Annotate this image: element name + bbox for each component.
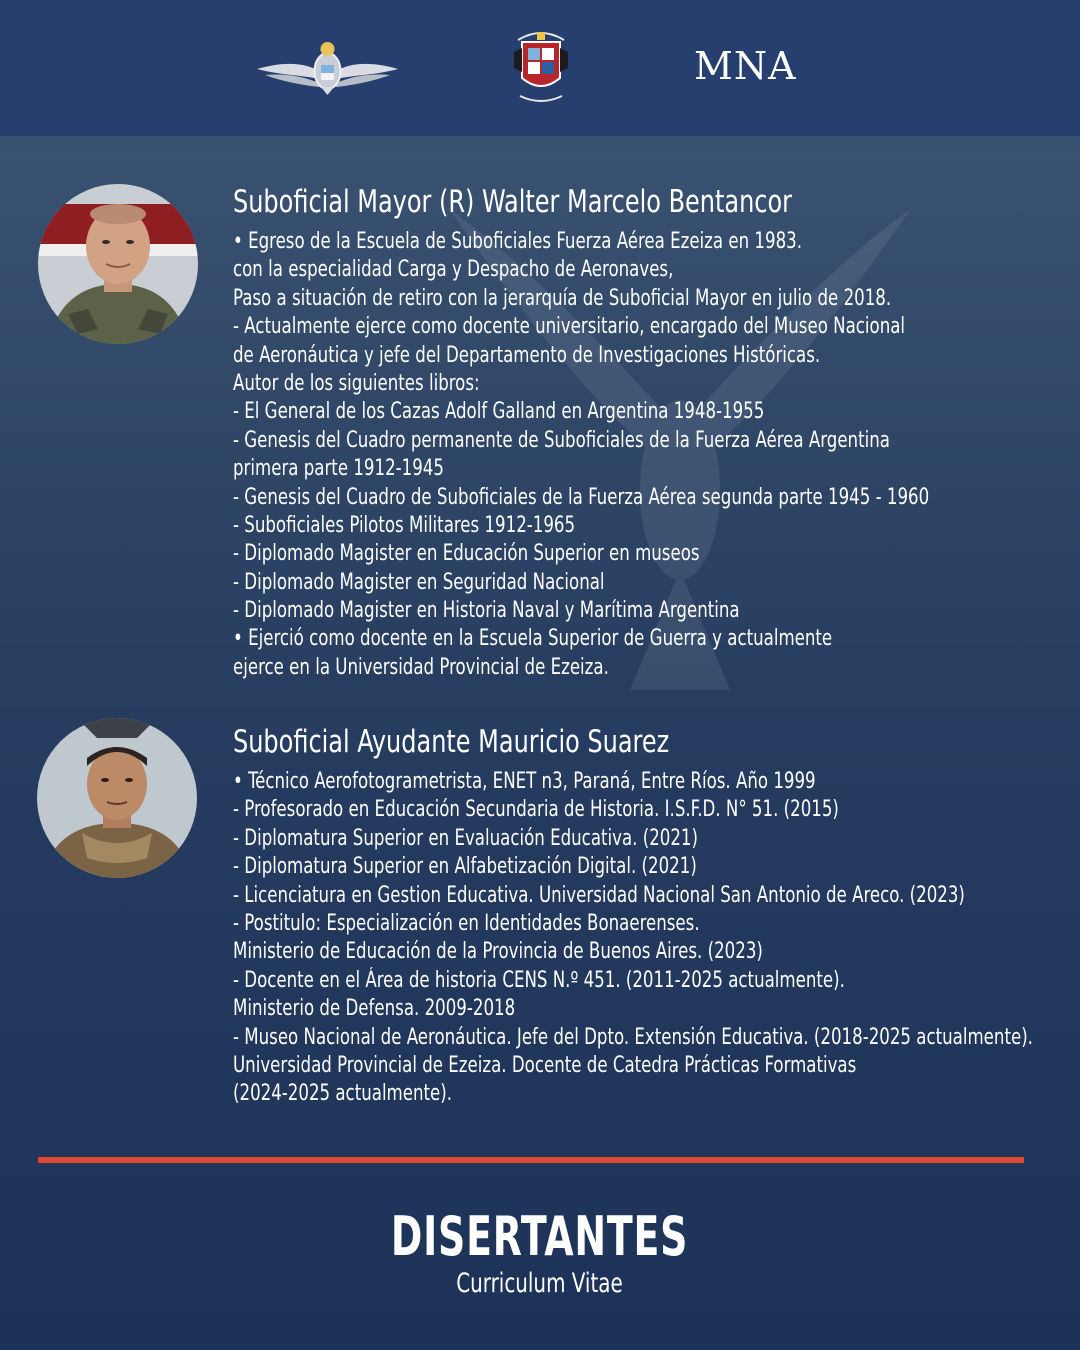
bio-line: Paso a situación de retiro con la jerarquía de Suboficial Mayor en julio de 2018. (233, 285, 892, 311)
bio-lines (233, 228, 1033, 682)
header-bar (0, 0, 1080, 136)
bio-line: de Aeronáutica y jefe del Departamento de Investigaciones Históricas. (233, 342, 821, 368)
bio-line: - Docente en el Área de historia CENS N.º 451. (2011-2025 actualmente). (233, 967, 845, 993)
speaker-photo-2 (37, 718, 197, 878)
bio-line: - Postitulo: Especialización en Identidades Bonaerenses. (233, 910, 700, 936)
bio-line: • Ejerció como docente en la Escuela Superior de Guerra y actualmente (233, 626, 833, 652)
bio-line: primera parte 1912-1945 (233, 456, 444, 482)
footer-title-text: DISERTANTES (391, 1205, 689, 1268)
air-force-crest-icon (510, 22, 572, 108)
bio-line: - Diplomatura Superior en Alfabetización Digital. (2021) (233, 854, 697, 880)
bio-lines (233, 768, 1033, 1109)
footer-title (0, 1205, 1080, 1268)
bio-line: - El General de los Cazas Adolf Galland en Argentina 1948-1955 (233, 399, 765, 425)
bio-line: - Profesorado en Educación Secundaria de Historia. I.S.F.D. N° 51. (2015) (233, 797, 839, 823)
footer-subtitle-text: Curriculum Vitae (456, 1268, 624, 1299)
bio-line: Autor de los siguientes libros: (233, 370, 480, 396)
bio-line: con la especialidad Carga y Despacho de Aeronaves, (233, 257, 674, 283)
bio-line: Ministerio de Defensa. 2009-2018 (233, 996, 516, 1022)
speaker-bio-2 (233, 720, 1033, 1109)
bio-line: • Técnico Aerofotogrametrista, ENET n3, Paraná, Entre Ríos. Año 1999 (233, 769, 816, 794)
mna-logo-text: MNA (694, 44, 797, 88)
bio-line: ejerce en la Universidad Provincial de Ezeiza. (233, 654, 609, 680)
bio-line: - Genesis del Cuadro permanente de Suboficiales de la Fuerza Aérea Argentina (233, 427, 890, 453)
bio-line: - Licenciatura en Gestion Educativa. Universidad Nacional San Antonio de Areco. (2023) (233, 882, 965, 908)
bio-line: (2024-2025 actualmente). (233, 1081, 453, 1107)
bio-line: - Diplomatura Superior en Evaluación Educativa. (2021) (233, 825, 699, 851)
footer-subtitle (0, 1268, 1080, 1299)
speaker-name: Suboficial Mayor (R) Walter Marcelo Bentancor (233, 184, 793, 220)
bio-line: Universidad Provincial de Ezeiza. Docente de Catedra Prácticas Formativas (233, 1052, 857, 1078)
bio-line: - Diplomado Magister en Seguridad Nacional (233, 569, 605, 595)
winged-emblem-icon (255, 35, 400, 97)
bio-line: Ministerio de Educación de la Provincia de Buenos Aires. (2023) (233, 939, 763, 965)
speaker-name: Suboficial Ayudante Mauricio Suarez (233, 724, 670, 760)
bio-line: - Suboficiales Pilotos Militares 1912-1965 (233, 512, 576, 538)
bio-line: - Actualmente ejerce como docente universitario, encargado del Museo Nacional (233, 314, 906, 340)
bio-line: - Diplomado Magister en Educación Superior en museos (233, 541, 700, 567)
accent-divider (38, 1157, 1024, 1163)
speaker-bio-1 (233, 180, 1033, 682)
bio-line: - Genesis del Cuadro de Suboficiales de la Fuerza Aérea segunda parte 1945 - 1960 (233, 484, 930, 510)
bio-line: • Egreso de la Escuela de Suboficiales Fuerza Aérea Ezeiza en 1983. (233, 229, 803, 254)
bio-line: - Diplomado Magister en Historia Naval y Marítima Argentina (233, 598, 740, 624)
speaker-photo-1 (38, 184, 198, 344)
bio-line: - Museo Nacional de Aeronáutica. Jefe del Dpto. Extensión Educativa. (2018-2025 actualmente). (233, 1024, 1033, 1050)
